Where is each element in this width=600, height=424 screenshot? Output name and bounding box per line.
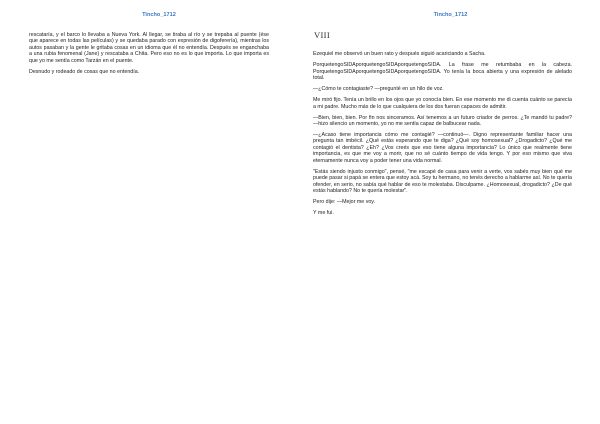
paragraph: Y me fui. (313, 210, 334, 217)
left-body-text (29, 32, 269, 75)
running-head: Tincho_1712 (142, 12, 176, 18)
paragraph: —¿Cómo te contagiaste? —pregunté en un hilo de voz. (313, 86, 444, 93)
paragraph: Pero dije: —Mejor me voy. (313, 199, 376, 206)
paragraph: —Bien, bien, bien. Por fin nos sinceramos. Así tenemos a un futuro criador de perros. ¿Te mandó tu padre? —hizo silencio un momento, yo no me sentía capaz de balbucear nada. (313, 114, 572, 128)
chapter-heading: VIII (314, 30, 330, 40)
right-body-text (313, 32, 572, 217)
paragraph: —¿Acaso tiene importancia cómo me contagié? —continuó—. Digno representante familiar hacer una pregunta tan imbécil. ¿Qué estás esperando que te diga? ¿Qué soy homosexual? ¿Drogadicto? ¿Qué me contagió el dentista? ¿Eh? ¿Vos creés que eso tiene alguna importancia? Lo único que realmente tiene importancia, es que me voy a morir, que no sé cuánto tiempo de vida tengo. Y por eso mismo que viva eternamente nunca voy a poder tener una vida normal. (313, 132, 572, 164)
right-page (300, 0, 600, 424)
running-head: Tincho_1712 (433, 12, 468, 18)
paragraph: rescataría, y el barco lo llevaba a Nueva York. Al llegar, se tiraba al río y se trepaba al puente (ése que aparece en todas las películas) y se quedaba parado con expresión de digoferería), mientras los autos pasaban y la gente le gritaba cosas en un idioma que él no entendía. Después se enganchaba a una rubia fenomenal (Jane) y rescataba a Chita. Pero eso no es lo que importa. Lo que importa es que yo me sentía como Tarzán en el puente. (29, 32, 269, 64)
paragraph: Me miró fijo. Tenía un brillo en los ojos que yo conocía bien. En ese momento me di cuenta cuánto se parecía a mi padre. Mucho más de lo que cualquiera de los dos fueran capaces de admitir. (313, 97, 572, 110)
paragraph: Ezequiel me observó un buen rato y después siguió acariciando a Sacha. (313, 51, 486, 58)
paragraph: Desnudo y rodeado de cosas que no entendía. (29, 68, 140, 75)
paragraph: PorquetengoSIDAporquetengoSIDAporquetengoSIDA. La frase me retumbaba en la cabeza. PorquetengoSIDAporquetengoSIDAporquetengoSIDA. Yo tenía la boca abierta y una expresión de alelado total. (313, 62, 572, 82)
paragraph: "Estás siendo injusto conmigo", pensé, "me escapé de casa para venir a verte, vos sabés muy bien qué me puede pasar si papá se entera que estoy acá. Soy tu hermano, no tenés derecho a hablarme así. No te quería ofender, en serio, no sabía qué hablar de eso te molestaba. Disculpame. ¿Homosexual, drogadicto? ¿De qué estás hablando? No te quería molestar". (313, 168, 572, 195)
